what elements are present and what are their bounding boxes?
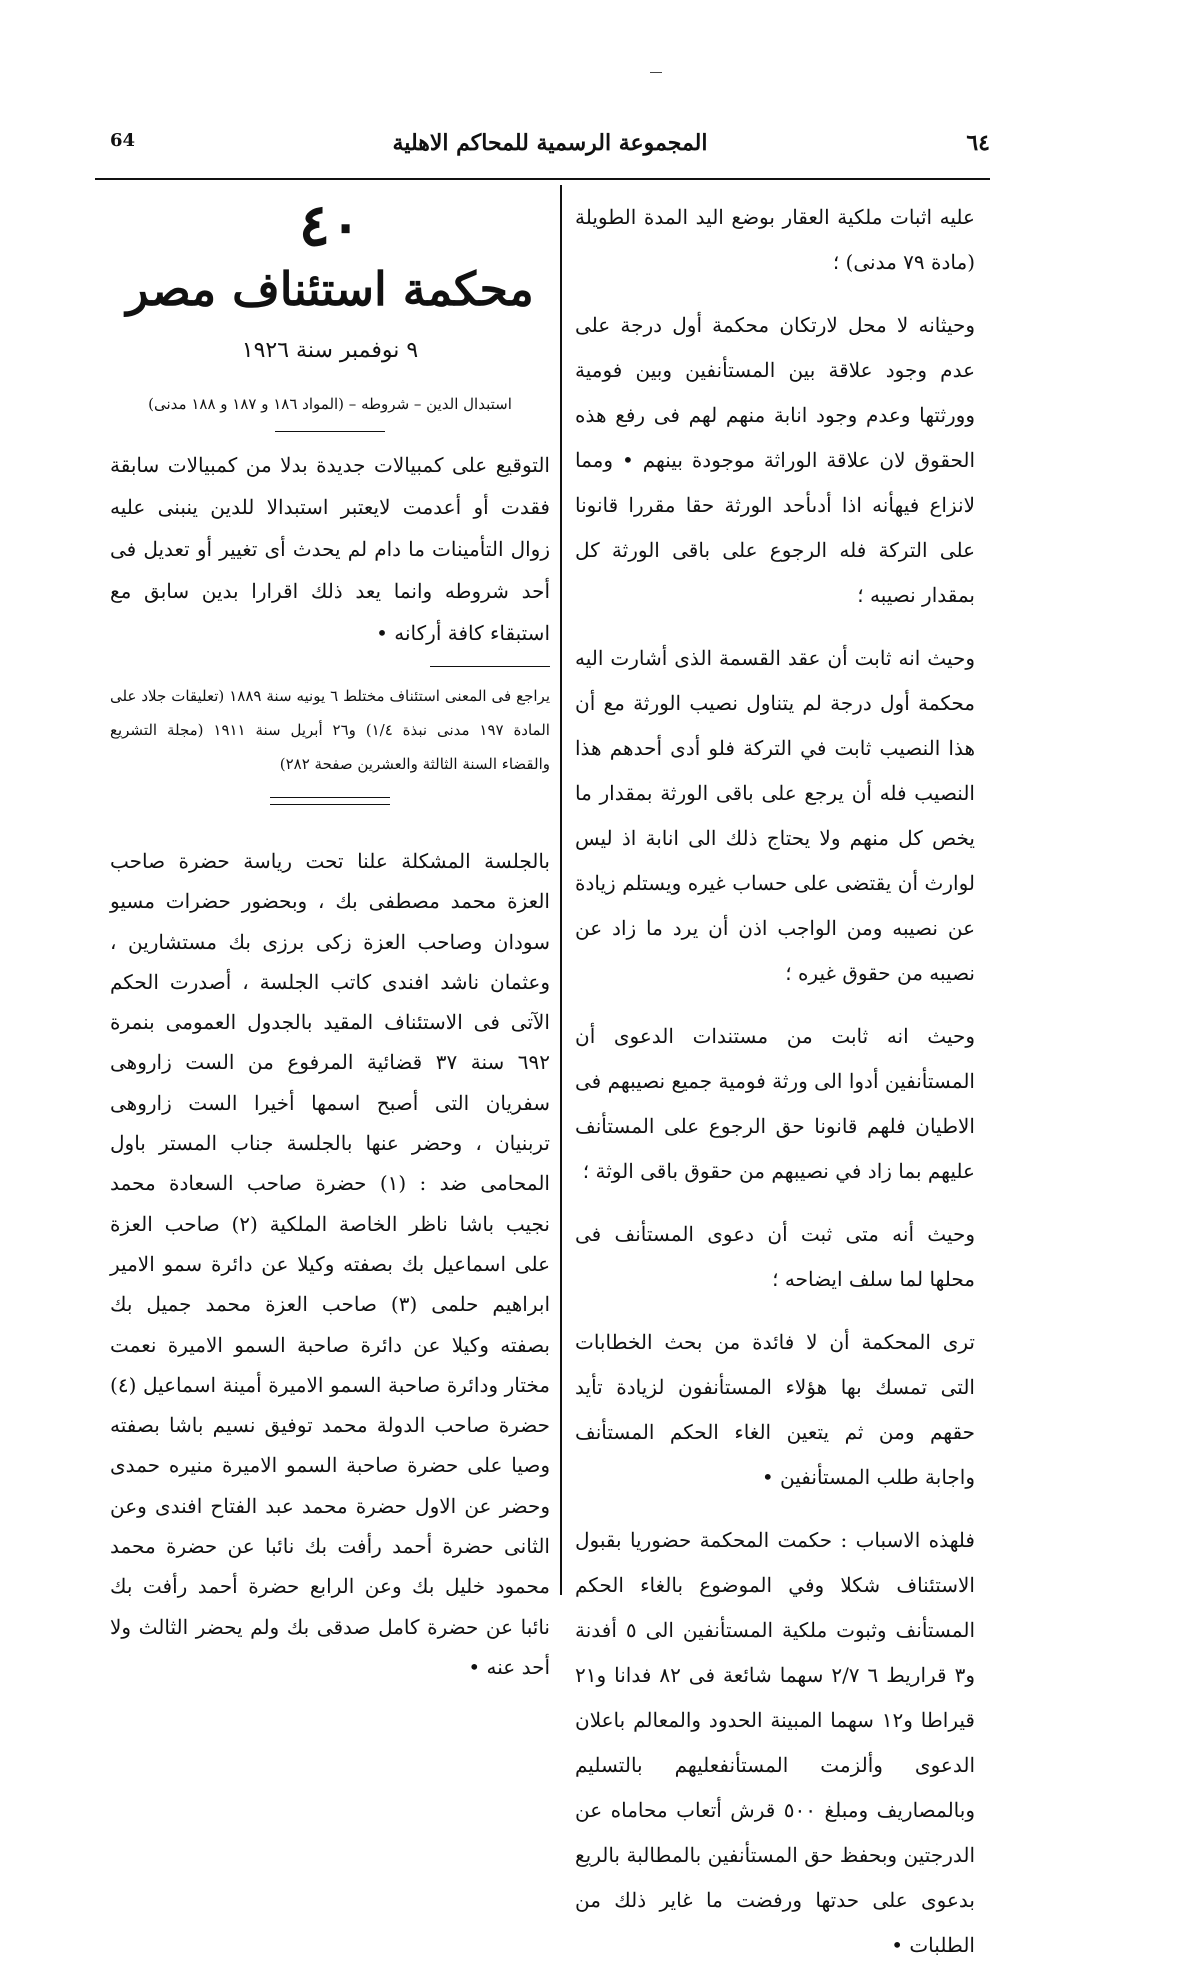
left-column (110, 191, 550, 1687)
paragraph: وحيث انه ثابت من مستندات الدعوى أن المستأنفين أدوا الى ورثة فومية جميع نصيبهم فى الاطيان فلهم قانونا حق الرجوع على المستأنف عليهم بما زاد في نصيبهم من حقوق باقى الوثة ؛ (575, 1024, 975, 1183)
paragraph: وحيث أنه متى ثبت أن دعوى المستأنف فى محلها لما سلف ايضاحه ؛ (575, 1222, 975, 1291)
column-divider (560, 185, 562, 1595)
paragraph: وحيثانه لا محل لارتكان محكمة أول درجة على عدم وجود علاقة بين المستأنفين وبين فومية وورثتها وعدم وجود انابة منهم لهم فى رفع هذه الحقوق لان علاقة الوراثة موجودة بينهم • ومما لانزاع فيهأنه اذا أدىأحد الورثة حقا مقررا قانونا على التركة فله الرجوع على باقى الورثة كل بمقدار نصيبه ؛ (575, 313, 976, 607)
page-number-arabic: ٦٤ (966, 130, 990, 156)
scan-mark (650, 72, 662, 73)
running-title: المجموعة الرسمية للمحاكم الاهلية (392, 130, 708, 156)
separator-rule (275, 431, 385, 432)
paragraph: وحيث انه ثابت أن عقد القسمة الذى أشارت اليه محكمة أول درجة لم يتناول نصيب الورثة مع أن هذا النصيب ثابت في التركة فلو أدى أحدهم هذا النصيب فله أن يرجع على باقى الورثة بمقدار ما يخص كل منهم ولا يحتاج ذلك الى انابة اذ ليس لوارث أن يقتضى على حساب غيره ويستلم زيادة عن نصيبه ومن الواجب اذن أن يرد ما زاد عن نصيبه من حقوق غيره ؛ (575, 646, 975, 985)
case-reference: يراجع فى المعنى استئناف مختلط ٦ يونيه سنة ١٨٨٩ (تعليقات جلاد على المادة ١٩٧ مدنى نبذة ١/٤) و٢٦ أبريل سنة ١٩١١ (مجلة التشريع والقضاء السنة الثالثة والعشرين صفحة ٢٨٢) (110, 687, 550, 773)
case-summary: التوقيع على كمبيالات جديدة بدلا من كمبيالات سابقة فقدت أو أعدمت لايعتبر استبدالا للدين ينبنى عليه زوال التأمينات ما دام لم يحدث أى تغيير أو تعديل فى أحد شروطه وانما يعد ذلك اقرارا بدين سابق مع استبقاء كافة أركانه • (110, 453, 550, 645)
case-number: ٤٠ (298, 191, 362, 259)
header-rule (95, 178, 990, 180)
paragraph: ترى المحكمة أن لا فائدة من بحث الخطابات التى تمسك بها هؤلاء المستأنفون لزيادة تأيد حقهم ومن ثم يتعين الغاء الحكم المستأنف واجابة طلب المستأنفين • (575, 1330, 975, 1489)
page-header (110, 130, 990, 170)
page-number-latin: 64 (110, 130, 136, 151)
paragraph: عليه اثبات ملكية العقار بوضع اليد المدة الطويلة (مادة ٧٩ مدنى) ؛ (575, 205, 975, 274)
court-name: محكمة استئناف مصر (126, 262, 534, 316)
case-date: ٩ نوفمبر سنة ١٩٢٦ (241, 338, 419, 363)
case-subject: استبدال الدين – شروطه – (المواد ١٨٦ و ١٨٧ و ١٨٨ مدنى) (148, 395, 512, 413)
double-separator-rule (270, 797, 390, 805)
judgment-body: بالجلسة المشكلة علنا تحت رياسة حضرة صاحب العزة محمد مصطفى بك ، وبحضور حضرات مسيو سودان وصاحب العزة زكى برزى بك مستشارين ، وعثمان ناشد افندى كاتب الجلسة ، أصدرت الحكم الآتى فى الاستئناف المقيد بالجدول العمومى بنمرة ٦٩٢ سنة ٣٧ قضائية المرفوع من الست زاروهى سفريان التى أصبح اسمها أخيرا الست زاروهى تربنيان ، وحضر عنها بالجلسة جناب المستر باول المحامى ضد : (١) حضرة صاحب السعادة محمد نجيب باشا ناظر الخاصة الملكية (٢) صاحب العزة على اسماعيل بك بصفته وكيلا عن دائرة سمو الامير ابراهيم حلمى (٣) صاحب العزة محمد جميل بك بصفته وكيلا عن دائرة صاحبة السمو الاميرة نعمت مختار ودائرة صاحبة السمو الاميرة أمينة اسماعيل (٤) حضرة صاحب الدولة محمد توفيق نسيم باشا بصفته وصيا على حضرة صاحبة السمو الاميرة منيره حمدى وحضر عن الاول حضرة محمد عبد الفتاح افندى وعن الثانى حضرة أحمد رأفت بك نائبا عن حضرة محمد محمود خليل بك وعن الرابع حضرة أحمد رأفت بك نائبا عن حضرة كامل صدقى بك ولم يحضر الثالث ولا أحد عنه • (110, 849, 550, 1679)
separator-rule (430, 666, 550, 667)
right-column (575, 195, 975, 1986)
paragraph: فلهذه الاسباب : حكمت المحكمة حضوريا بقبول الاستئناف شكلا وفي الموضوع بالغاء الحكم المستأنف وثبوت ملكية المستأنفين الى ٥ أفدنة و٣ قراريط ٦ ٢/٧ سهما شائعة فى ٨٢ فدانا و٢١ قيراطا و١٢ سهما المبينة الحدود والمعالم باعلان الدعوى وألزمت المستأنفعليهم بالتسليم وبالمصاريف ومبلغ ٥٠٠ قرش أتعاب محاماه عن الدرجتين وبحفظ حق المستأنفين بالمطالبة بالريع بدعوى على حدتها ورفضت ما غاير ذلك من الطلبات • (575, 1528, 976, 1957)
